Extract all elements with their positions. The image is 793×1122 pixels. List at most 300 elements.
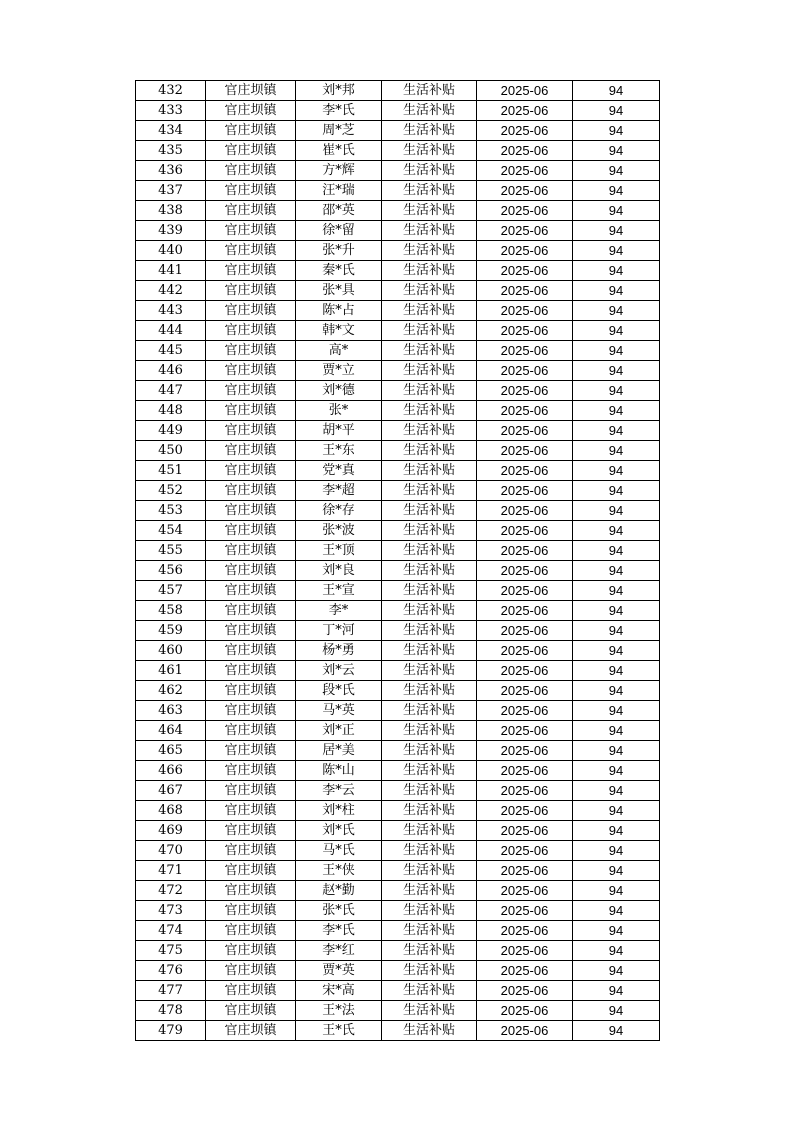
amount-cell: 94 [573,741,660,761]
month-cell: 2025-06 [477,901,573,921]
town-cell: 官庄坝镇 [206,441,296,461]
town-cell: 官庄坝镇 [206,981,296,1001]
town-cell: 官庄坝镇 [206,421,296,441]
table-row [136,301,660,321]
town-cell: 官庄坝镇 [206,701,296,721]
row-number-cell: 457 [136,581,206,601]
amount-cell: 94 [573,381,660,401]
name-cell: 秦*氏 [296,261,382,281]
subsidy-type-cell: 生活补贴 [382,761,477,781]
amount-cell: 94 [573,321,660,341]
table-row [136,341,660,361]
table-row [136,681,660,701]
town-cell: 官庄坝镇 [206,1001,296,1021]
town-cell: 官庄坝镇 [206,501,296,521]
town-cell: 官庄坝镇 [206,321,296,341]
town-cell: 官庄坝镇 [206,81,296,101]
subsidy-type-cell: 生活补贴 [382,621,477,641]
amount-cell: 94 [573,421,660,441]
subsidy-type-cell: 生活补贴 [382,481,477,501]
month-cell: 2025-06 [477,501,573,521]
name-cell: 王*宣 [296,581,382,601]
month-cell: 2025-06 [477,261,573,281]
amount-cell: 94 [573,461,660,481]
subsidy-type-cell: 生活补贴 [382,121,477,141]
table-row [136,461,660,481]
town-cell: 官庄坝镇 [206,641,296,661]
amount-cell: 94 [573,261,660,281]
subsidy-type-cell: 生活补贴 [382,701,477,721]
subsidy-type-cell: 生活补贴 [382,401,477,421]
subsidy-type-cell: 生活补贴 [382,961,477,981]
row-number-cell: 463 [136,701,206,721]
town-cell: 官庄坝镇 [206,141,296,161]
town-cell: 官庄坝镇 [206,301,296,321]
month-cell: 2025-06 [477,481,573,501]
subsidy-type-cell: 生活补贴 [382,681,477,701]
town-cell: 官庄坝镇 [206,361,296,381]
name-cell: 王*东 [296,441,382,461]
name-cell: 邵*英 [296,201,382,221]
subsidy-type-cell: 生活补贴 [382,1021,477,1041]
subsidy-type-cell: 生活补贴 [382,501,477,521]
name-cell: 刘*氏 [296,821,382,841]
name-cell: 李*氏 [296,101,382,121]
row-number-cell: 450 [136,441,206,461]
name-cell: 陈*山 [296,761,382,781]
month-cell: 2025-06 [477,221,573,241]
name-cell: 陈*占 [296,301,382,321]
name-cell: 张* [296,401,382,421]
month-cell: 2025-06 [477,601,573,621]
amount-cell: 94 [573,921,660,941]
row-number-cell: 449 [136,421,206,441]
amount-cell: 94 [573,881,660,901]
name-cell: 张*氏 [296,901,382,921]
subsidy-type-cell: 生活补贴 [382,321,477,341]
amount-cell: 94 [573,761,660,781]
row-number-cell: 445 [136,341,206,361]
subsidy-type-cell: 生活补贴 [382,981,477,1001]
table-row [136,221,660,241]
town-cell: 官庄坝镇 [206,541,296,561]
table-row [136,481,660,501]
amount-cell: 94 [573,561,660,581]
town-cell: 官庄坝镇 [206,181,296,201]
name-cell: 贾*立 [296,361,382,381]
month-cell: 2025-06 [477,781,573,801]
subsidy-type-cell: 生活补贴 [382,161,477,181]
table-row [136,661,660,681]
amount-cell: 94 [573,1001,660,1021]
amount-cell: 94 [573,121,660,141]
month-cell: 2025-06 [477,801,573,821]
amount-cell: 94 [573,521,660,541]
town-cell: 官庄坝镇 [206,601,296,621]
row-number-cell: 433 [136,101,206,121]
amount-cell: 94 [573,341,660,361]
table-row [136,921,660,941]
name-cell: 高* [296,341,382,361]
month-cell: 2025-06 [477,81,573,101]
town-cell: 官庄坝镇 [206,821,296,841]
town-cell: 官庄坝镇 [206,201,296,221]
row-number-cell: 465 [136,741,206,761]
town-cell: 官庄坝镇 [206,761,296,781]
town-cell: 官庄坝镇 [206,381,296,401]
month-cell: 2025-06 [477,641,573,661]
subsidy-type-cell: 生活补贴 [382,741,477,761]
table-row [136,941,660,961]
table-row [136,701,660,721]
month-cell: 2025-06 [477,321,573,341]
name-cell: 贾*英 [296,961,382,981]
amount-cell: 94 [573,801,660,821]
row-number-cell: 452 [136,481,206,501]
amount-cell: 94 [573,221,660,241]
row-number-cell: 479 [136,1021,206,1041]
town-cell: 官庄坝镇 [206,101,296,121]
town-cell: 官庄坝镇 [206,781,296,801]
amount-cell: 94 [573,161,660,181]
row-number-cell: 451 [136,461,206,481]
row-number-cell: 438 [136,201,206,221]
month-cell: 2025-06 [477,381,573,401]
name-cell: 宋*高 [296,981,382,1001]
row-number-cell: 448 [136,401,206,421]
town-cell: 官庄坝镇 [206,841,296,861]
subsidy-type-cell: 生活补贴 [382,221,477,241]
month-cell: 2025-06 [477,581,573,601]
town-cell: 官庄坝镇 [206,481,296,501]
row-number-cell: 434 [136,121,206,141]
month-cell: 2025-06 [477,461,573,481]
month-cell: 2025-06 [477,161,573,181]
town-cell: 官庄坝镇 [206,241,296,261]
month-cell: 2025-06 [477,701,573,721]
table-row [136,141,660,161]
table-row [136,521,660,541]
row-number-cell: 478 [136,1001,206,1021]
amount-cell: 94 [573,541,660,561]
month-cell: 2025-06 [477,881,573,901]
table-row [136,441,660,461]
name-cell: 李*云 [296,781,382,801]
subsidy-type-cell: 生活补贴 [382,821,477,841]
amount-cell: 94 [573,581,660,601]
row-number-cell: 473 [136,901,206,921]
subsidy-type-cell: 生活补贴 [382,561,477,581]
town-cell: 官庄坝镇 [206,461,296,481]
table-row [136,761,660,781]
month-cell: 2025-06 [477,761,573,781]
amount-cell: 94 [573,1021,660,1041]
row-number-cell: 477 [136,981,206,1001]
subsidy-type-cell: 生活补贴 [382,201,477,221]
amount-cell: 94 [573,821,660,841]
name-cell: 丁*河 [296,621,382,641]
name-cell: 杨*勇 [296,641,382,661]
amount-cell: 94 [573,361,660,381]
month-cell: 2025-06 [477,741,573,761]
table-row [136,801,660,821]
amount-cell: 94 [573,861,660,881]
row-number-cell: 470 [136,841,206,861]
subsidy-type-cell: 生活补贴 [382,181,477,201]
amount-cell: 94 [573,401,660,421]
name-cell: 方*辉 [296,161,382,181]
month-cell: 2025-06 [477,281,573,301]
town-cell: 官庄坝镇 [206,961,296,981]
town-cell: 官庄坝镇 [206,1021,296,1041]
subsidy-type-cell: 生活补贴 [382,521,477,541]
subsidy-type-cell: 生活补贴 [382,921,477,941]
town-cell: 官庄坝镇 [206,621,296,641]
table-row [136,421,660,441]
table-row [136,781,660,801]
month-cell: 2025-06 [477,981,573,1001]
subsidy-type-cell: 生活补贴 [382,281,477,301]
subsidy-type-cell: 生活补贴 [382,301,477,321]
subsidy-type-cell: 生活补贴 [382,361,477,381]
month-cell: 2025-06 [477,621,573,641]
row-number-cell: 466 [136,761,206,781]
subsidy-type-cell: 生活补贴 [382,421,477,441]
month-cell: 2025-06 [477,921,573,941]
row-number-cell: 461 [136,661,206,681]
amount-cell: 94 [573,941,660,961]
name-cell: 周*芝 [296,121,382,141]
month-cell: 2025-06 [477,541,573,561]
table-row [136,581,660,601]
subsidy-type-cell: 生活补贴 [382,581,477,601]
subsidy-type-cell: 生活补贴 [382,721,477,741]
table-row [136,81,660,101]
amount-cell: 94 [573,701,660,721]
town-cell: 官庄坝镇 [206,221,296,241]
amount-cell: 94 [573,601,660,621]
amount-cell: 94 [573,681,660,701]
name-cell: 李*红 [296,941,382,961]
amount-cell: 94 [573,101,660,121]
town-cell: 官庄坝镇 [206,721,296,741]
town-cell: 官庄坝镇 [206,681,296,701]
table-row [136,601,660,621]
name-cell: 汪*瑞 [296,181,382,201]
name-cell: 李* [296,601,382,621]
table-row [136,741,660,761]
row-number-cell: 476 [136,961,206,981]
town-cell: 官庄坝镇 [206,561,296,581]
amount-cell: 94 [573,981,660,1001]
table-row [136,361,660,381]
subsidy-type-cell: 生活补贴 [382,601,477,621]
row-number-cell: 468 [136,801,206,821]
amount-cell: 94 [573,181,660,201]
town-cell: 官庄坝镇 [206,881,296,901]
subsidy-type-cell: 生活补贴 [382,341,477,361]
subsidy-type-cell: 生活补贴 [382,381,477,401]
month-cell: 2025-06 [477,561,573,581]
row-number-cell: 460 [136,641,206,661]
table-row [136,101,660,121]
subsidy-type-cell: 生活补贴 [382,441,477,461]
name-cell: 徐*留 [296,221,382,241]
name-cell: 张*升 [296,241,382,261]
amount-cell: 94 [573,141,660,161]
month-cell: 2025-06 [477,941,573,961]
name-cell: 刘*邦 [296,81,382,101]
town-cell: 官庄坝镇 [206,121,296,141]
name-cell: 张*波 [296,521,382,541]
subsidy-type-cell: 生活补贴 [382,241,477,261]
amount-cell: 94 [573,621,660,641]
month-cell: 2025-06 [477,841,573,861]
row-number-cell: 443 [136,301,206,321]
table-row [136,381,660,401]
month-cell: 2025-06 [477,1021,573,1041]
subsidy-type-cell: 生活补贴 [382,941,477,961]
table-row [136,721,660,741]
row-number-cell: 474 [136,921,206,941]
month-cell: 2025-06 [477,661,573,681]
name-cell: 马*氏 [296,841,382,861]
town-cell: 官庄坝镇 [206,401,296,421]
name-cell: 党*真 [296,461,382,481]
table-row [136,201,660,221]
row-number-cell: 446 [136,361,206,381]
town-cell: 官庄坝镇 [206,161,296,181]
subsidy-type-cell: 生活补贴 [382,661,477,681]
row-number-cell: 459 [136,621,206,641]
subsidy-type-cell: 生活补贴 [382,1001,477,1021]
row-number-cell: 436 [136,161,206,181]
month-cell: 2025-06 [477,141,573,161]
row-number-cell: 441 [136,261,206,281]
month-cell: 2025-06 [477,101,573,121]
table-row [136,861,660,881]
month-cell: 2025-06 [477,421,573,441]
table-row [136,841,660,861]
name-cell: 居*美 [296,741,382,761]
amount-cell: 94 [573,481,660,501]
name-cell: 李*超 [296,481,382,501]
subsidy-type-cell: 生活补贴 [382,101,477,121]
month-cell: 2025-06 [477,681,573,701]
row-number-cell: 467 [136,781,206,801]
amount-cell: 94 [573,81,660,101]
table-row [136,621,660,641]
table-row [136,121,660,141]
name-cell: 韩*文 [296,321,382,341]
row-number-cell: 458 [136,601,206,621]
month-cell: 2025-06 [477,861,573,881]
table-row [136,961,660,981]
subsidy-type-cell: 生活补贴 [382,81,477,101]
row-number-cell: 439 [136,221,206,241]
table-row [136,241,660,261]
subsidy-table [135,80,660,1041]
name-cell: 张*具 [296,281,382,301]
row-number-cell: 453 [136,501,206,521]
table-row [136,321,660,341]
row-number-cell: 455 [136,541,206,561]
name-cell: 徐*存 [296,501,382,521]
amount-cell: 94 [573,441,660,461]
amount-cell: 94 [573,241,660,261]
month-cell: 2025-06 [477,1001,573,1021]
subsidy-type-cell: 生活补贴 [382,881,477,901]
name-cell: 王*侠 [296,861,382,881]
row-number-cell: 437 [136,181,206,201]
month-cell: 2025-06 [477,301,573,321]
subsidy-type-cell: 生活补贴 [382,541,477,561]
row-number-cell: 447 [136,381,206,401]
name-cell: 刘*云 [296,661,382,681]
table-row [136,821,660,841]
row-number-cell: 472 [136,881,206,901]
amount-cell: 94 [573,901,660,921]
row-number-cell: 454 [136,521,206,541]
town-cell: 官庄坝镇 [206,581,296,601]
table-row [136,161,660,181]
amount-cell: 94 [573,781,660,801]
town-cell: 官庄坝镇 [206,261,296,281]
name-cell: 王*顶 [296,541,382,561]
subsidy-type-cell: 生活补贴 [382,261,477,281]
month-cell: 2025-06 [477,821,573,841]
month-cell: 2025-06 [477,721,573,741]
name-cell: 马*英 [296,701,382,721]
month-cell: 2025-06 [477,181,573,201]
amount-cell: 94 [573,961,660,981]
row-number-cell: 442 [136,281,206,301]
amount-cell: 94 [573,721,660,741]
table-row [136,181,660,201]
town-cell: 官庄坝镇 [206,801,296,821]
subsidy-type-cell: 生活补贴 [382,141,477,161]
town-cell: 官庄坝镇 [206,341,296,361]
town-cell: 官庄坝镇 [206,661,296,681]
name-cell: 胡*平 [296,421,382,441]
row-number-cell: 462 [136,681,206,701]
table-row [136,561,660,581]
table-row [136,881,660,901]
table-row [136,1001,660,1021]
town-cell: 官庄坝镇 [206,901,296,921]
town-cell: 官庄坝镇 [206,521,296,541]
name-cell: 刘*德 [296,381,382,401]
town-cell: 官庄坝镇 [206,921,296,941]
name-cell: 王*法 [296,1001,382,1021]
name-cell: 刘*柱 [296,801,382,821]
subsidy-type-cell: 生活补贴 [382,801,477,821]
town-cell: 官庄坝镇 [206,281,296,301]
month-cell: 2025-06 [477,201,573,221]
row-number-cell: 469 [136,821,206,841]
table-row [136,261,660,281]
month-cell: 2025-06 [477,961,573,981]
table-row [136,541,660,561]
subsidy-type-cell: 生活补贴 [382,841,477,861]
name-cell: 刘*正 [296,721,382,741]
row-number-cell: 444 [136,321,206,341]
town-cell: 官庄坝镇 [206,941,296,961]
amount-cell: 94 [573,501,660,521]
month-cell: 2025-06 [477,441,573,461]
table-row [136,401,660,421]
subsidy-type-cell: 生活补贴 [382,901,477,921]
